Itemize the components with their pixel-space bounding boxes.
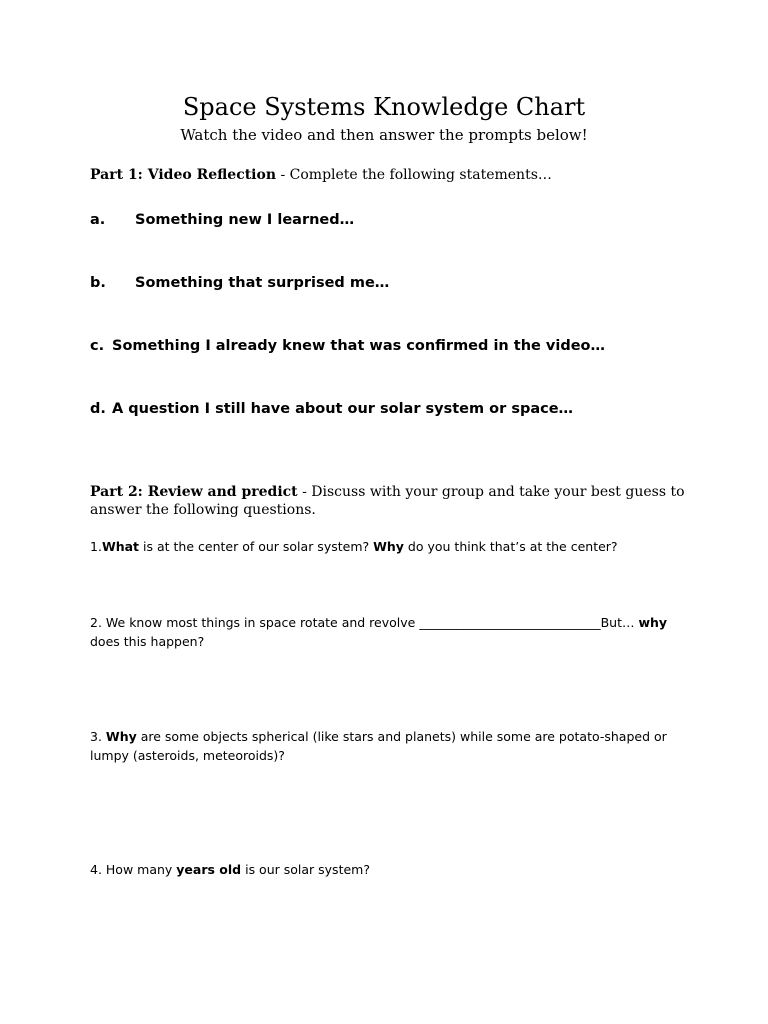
- statement-c: [90, 336, 605, 356]
- question-emphasis: Why: [373, 539, 404, 554]
- statement-text: Something that surprised me…: [135, 275, 390, 291]
- statement-d: [90, 399, 573, 419]
- part1-instruction: - Complete the following statements…: [276, 167, 552, 183]
- question-text: 2. We know most things in space rotate and revolve _____________________________But…: [90, 615, 639, 630]
- statement-letter: c.: [90, 338, 105, 354]
- statement-a: [90, 210, 354, 230]
- page-title: Space Systems Knowledge Chart: [182, 93, 586, 121]
- part1-heading: Part 1: Video Reflection: [90, 167, 277, 183]
- question-text: 4. How many: [90, 862, 177, 877]
- question-number: 3.: [90, 729, 106, 744]
- statement-text: Something new I learned…: [135, 212, 355, 228]
- part2-intro: [90, 483, 690, 519]
- question-emphasis: years old: [176, 862, 242, 877]
- statement-b: [90, 273, 389, 293]
- part2-heading: Part 2: Review and predict: [90, 484, 298, 500]
- question-1: [90, 537, 690, 556]
- part1-intro: [90, 166, 552, 184]
- question-text: do you think that’s at the center?: [403, 539, 618, 554]
- question-3: [90, 727, 690, 765]
- question-text: is our solar system?: [241, 862, 370, 877]
- question-emphasis: why: [638, 615, 668, 630]
- question-4: [90, 860, 690, 879]
- page-subtitle: Watch the video and then answer the prompts below!: [180, 126, 588, 144]
- statement-letter: a.: [90, 212, 106, 228]
- question-2: [90, 613, 690, 651]
- statement-letter: b.: [90, 275, 106, 291]
- statement-text: Something I already knew that was confirmed in the video…: [112, 338, 606, 354]
- part2-instruction: - Discuss with your group and take your best guess to answer the following questions.: [90, 484, 685, 518]
- question-number: 1.: [90, 539, 102, 554]
- question-emphasis: Why: [105, 729, 137, 744]
- statement-text: A question I still have about our solar system or space…: [112, 401, 574, 417]
- question-text: are some objects spherical (like stars and planets) while some are potato-shaped or lumpy (asteroids, meteoroids)?: [90, 729, 667, 763]
- question-text: is at the center of our solar system?: [139, 539, 374, 554]
- statement-letter: d.: [90, 401, 106, 417]
- question-text: does this happen?: [90, 634, 205, 649]
- question-emphasis: What: [101, 539, 140, 554]
